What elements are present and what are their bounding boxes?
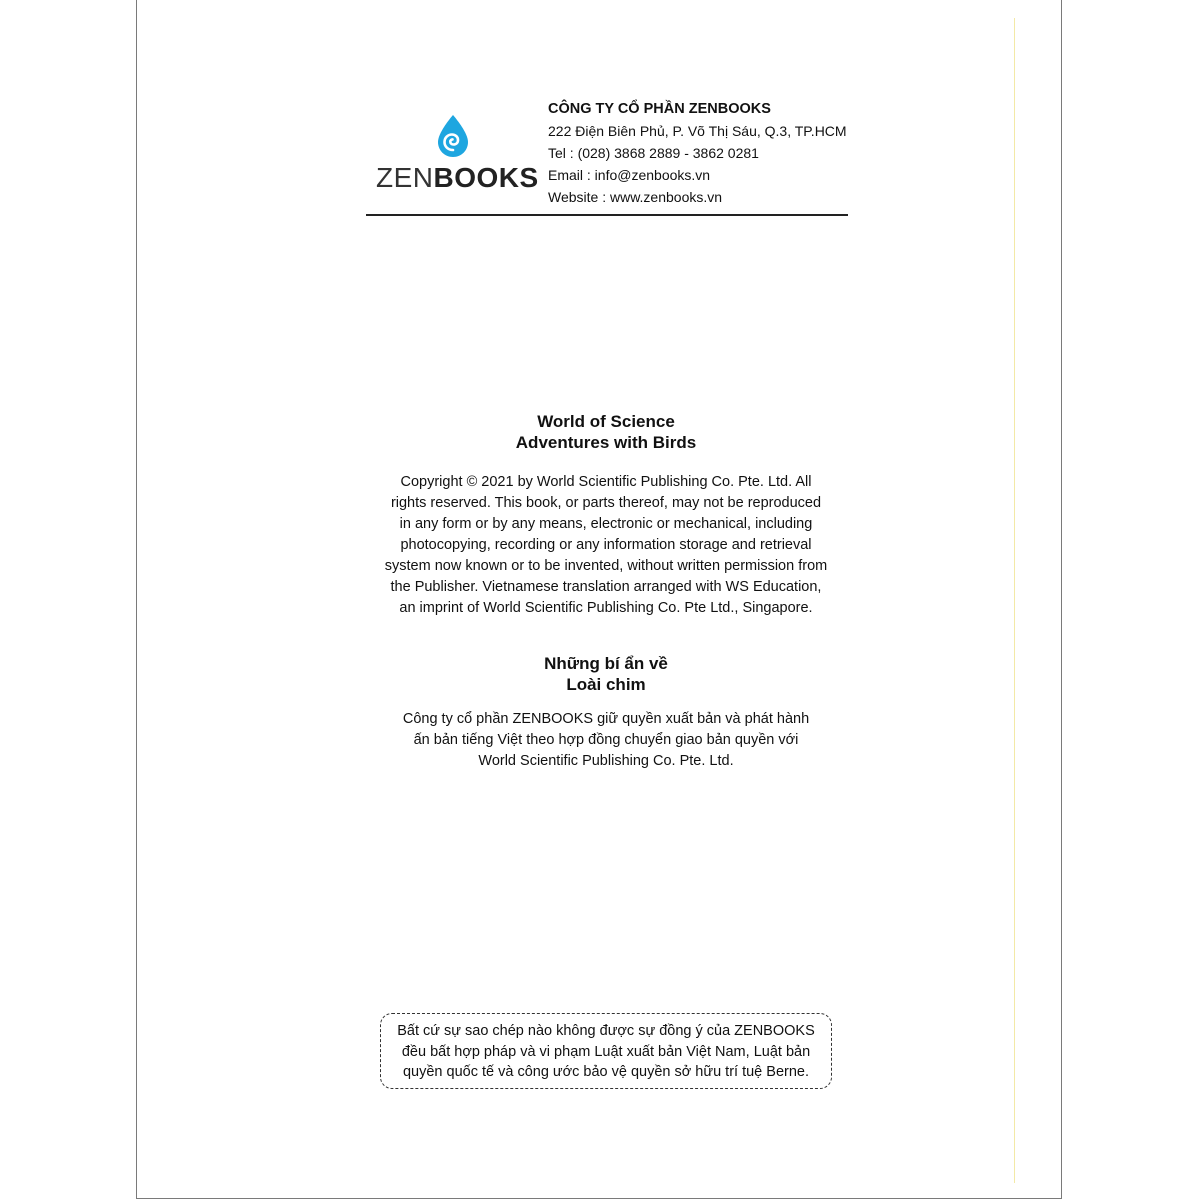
water-drop-swirl-icon	[431, 114, 475, 158]
zenbooks-logo	[376, 114, 539, 200]
company-website: Website : www.zenbooks.vn	[548, 189, 723, 205]
company-tel: Tel : (028) 3868 2889 - 3862 0281	[548, 145, 759, 161]
company-address: 222 Điện Biên Phủ, P. Võ Thị Sáu, Q.3, TP.HCM	[548, 123, 847, 139]
copyright-line: system now known or to be invented, without written permission from	[384, 558, 828, 574]
original-title-line2: Adventures with Birds	[515, 433, 697, 452]
publisher-header	[366, 96, 848, 216]
logo-wordmark	[376, 162, 539, 194]
vietnamese-title-line2: Loài chim	[566, 675, 646, 694]
rights-line: ấn bản tiếng Việt theo hợp đồng chuyển giao bản quyền với	[413, 732, 799, 748]
copyright-line: Copyright © 2021 by World Scientific Publishing Co. Pte. Ltd. All	[400, 474, 812, 490]
copyright-line: an imprint of World Scientific Publishing Co. Pte Ltd., Singapore.	[399, 600, 813, 616]
notice-line: Bất cứ sự sao chép nào không được sự đồng ý của ZENBOOKS	[397, 1023, 815, 1039]
notice-line: quyền quốc tế và công ước bảo vệ quyền sở hữu trí tuệ Berne.	[402, 1064, 809, 1080]
copyright-line: rights reserved. This book, or parts thereof, may not be reproduced	[390, 495, 822, 511]
copyright-line: photocopying, recording or any information storage and retrieval	[400, 537, 812, 553]
publishing-rights	[376, 709, 836, 772]
vietnamese-title	[376, 653, 836, 695]
copyright-line: in any form or by any means, electronic or mechanical, including	[399, 516, 813, 532]
logo-text-zen: ZEN	[376, 162, 434, 193]
rights-line: Công ty cổ phần ZENBOOKS giữ quyền xuất bản và phát hành	[402, 711, 810, 727]
legal-notice-box	[380, 1013, 832, 1089]
original-title-line1: World of Science	[537, 412, 675, 431]
copyright-notice	[376, 472, 836, 619]
copyright-line: the Publisher. Vietnamese translation arranged with WS Education,	[390, 579, 822, 595]
page-fold-line	[1014, 18, 1015, 1183]
company-email: Email : info@zenbooks.vn	[548, 167, 711, 183]
company-info	[548, 98, 848, 208]
company-name: CÔNG TY CỔ PHẦN ZENBOOKS	[548, 101, 771, 117]
logo-text-books: BOOKS	[433, 162, 539, 193]
notice-line: đều bất hợp pháp và vi phạm Luật xuất bản Việt Nam, Luật bản	[401, 1043, 811, 1060]
rights-line: World Scientific Publishing Co. Pte. Ltd.	[478, 753, 734, 769]
vietnamese-title-line1: Những bí ẩn về	[544, 654, 668, 673]
original-title	[376, 411, 836, 453]
